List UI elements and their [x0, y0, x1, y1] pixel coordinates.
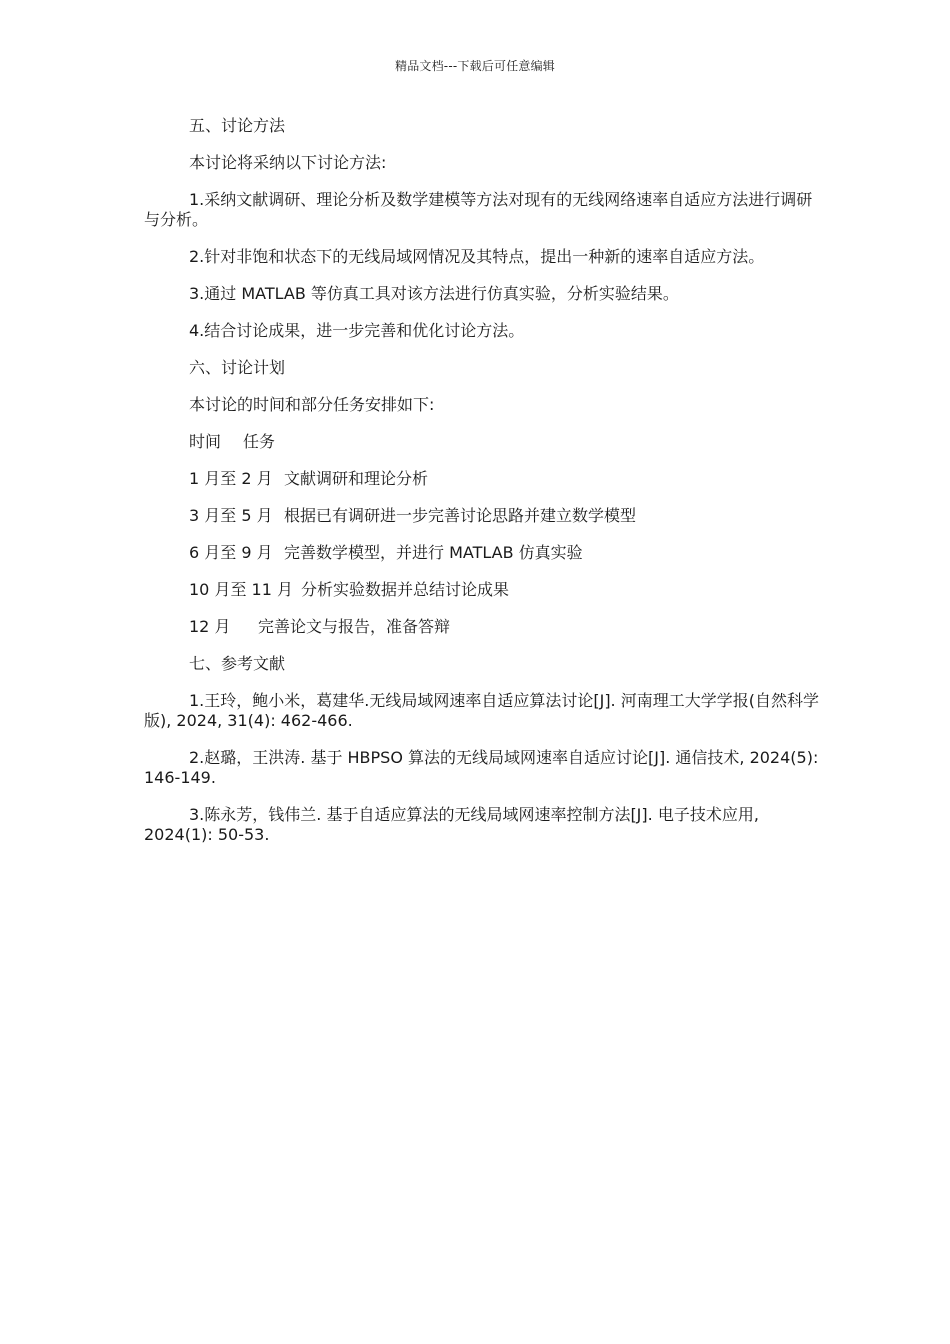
- schedule-time: 10 月至 11 月: [189, 580, 293, 599]
- schedule-task: 分析实验数据并总结讨论成果: [301, 580, 510, 599]
- schedule-time: 1 月至 2 月: [189, 469, 273, 488]
- document-body: [144, 116, 824, 862]
- section-6-heading: 六、讨论计划: [189, 358, 286, 377]
- schedule-row: [144, 617, 824, 637]
- schedule-header-task: 任务: [243, 432, 276, 451]
- schedule-row: [144, 469, 824, 489]
- method-item-1: 1.采纳文献调研、理论分析及数学建模等方法对现有的无线网络速率自适应方法进行调研与分析。: [144, 190, 813, 229]
- schedule-task: 完善数学模型，并进行 MATLAB 仿真实验: [284, 543, 583, 562]
- reference-item: 1.王玲，鲍小米，葛建华.无线局域网速率自适应算法讨论[J]. 河南理工大学学报(自然科学版), 2024, 31(4): 462-466.: [144, 691, 819, 730]
- schedule-time: 6 月至 9 月: [189, 543, 273, 562]
- schedule-row: [144, 506, 824, 526]
- method-item-2: 2.针对非饱和状态下的无线局域网情况及其特点，提出一种新的速率自适应方法。: [189, 247, 765, 266]
- schedule-task: 完善论文与报告，准备答辩: [258, 617, 451, 636]
- section-7-heading: 七、参考文献: [189, 654, 286, 673]
- schedule-time: 12 月: [189, 617, 231, 636]
- schedule-task: 文献调研和理论分析: [284, 469, 429, 488]
- page-header: 精品文档---下载后可任意编辑: [395, 59, 555, 73]
- schedule-header-time: 时间: [189, 432, 222, 451]
- schedule-time: 3 月至 5 月: [189, 506, 273, 525]
- section-6-intro: 本讨论的时间和部分任务安排如下:: [189, 395, 435, 414]
- schedule-row: [144, 580, 824, 600]
- reference-item: 3.陈永芳，钱伟兰. 基于自适应算法的无线局域网速率控制方法[J]. 电子技术应用, 2024(1): 50-53.: [144, 805, 759, 844]
- reference-item: 2.赵璐，王洪涛. 基于 HBPSO 算法的无线局域网速率自适应讨论[J]. 通信技术, 2024(5): 146-149.: [144, 748, 819, 787]
- section-5-intro: 本讨论将采纳以下讨论方法:: [189, 153, 387, 172]
- schedule-row: [144, 543, 824, 563]
- section-5-heading: 五、讨论方法: [189, 116, 286, 135]
- method-item-4: 4.结合讨论成果，进一步完善和优化讨论方法。: [189, 321, 525, 340]
- schedule-task: 根据已有调研进一步完善讨论思路并建立数学模型: [284, 506, 637, 525]
- method-item-3: 3.通过 MATLAB 等仿真工具对该方法进行仿真实验，分析实验结果。: [189, 284, 679, 303]
- schedule-header-row: [144, 432, 824, 452]
